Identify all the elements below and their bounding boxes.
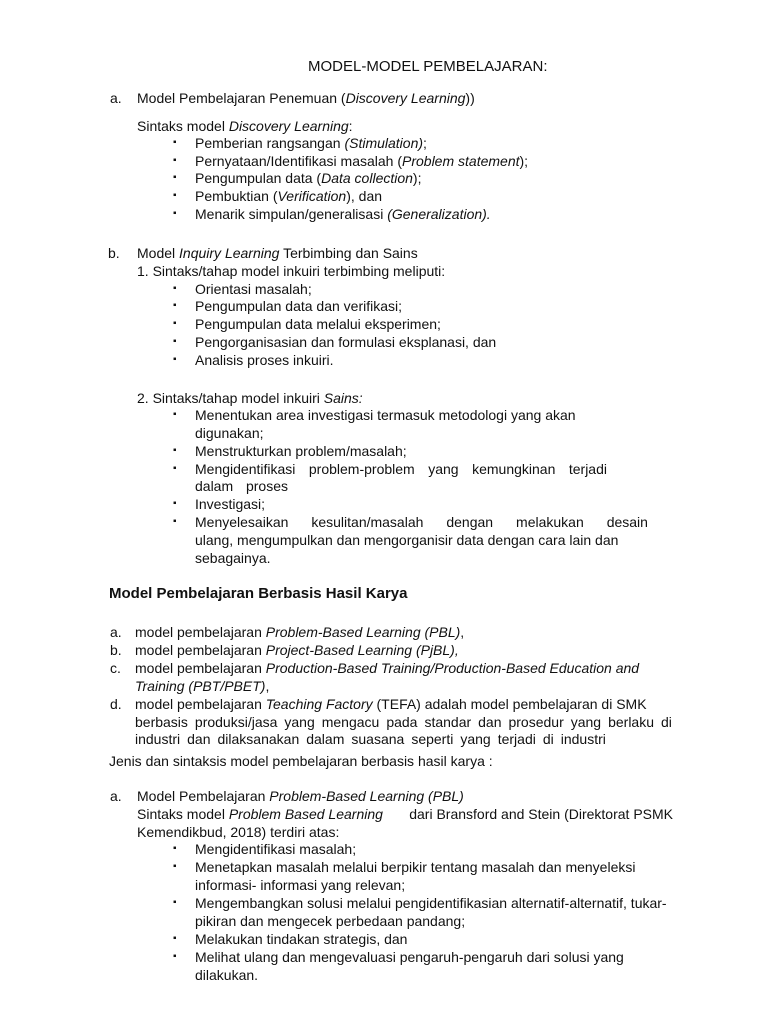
bullet-icon: ▪: [173, 516, 177, 527]
list-item-continuation: informasi- informasi yang relevan;: [195, 877, 406, 893]
list-item: Pemberian rangsangan (Stimulation);: [195, 135, 427, 151]
list-item: Mengembangkan solusi melalui pengidentifikasian alternatif-alternatif, tukar-: [195, 895, 667, 911]
pbl-heading: Model Pembelajaran Problem-Based Learning (PBL): [137, 788, 464, 804]
list-marker: a.: [110, 624, 122, 640]
list-item: model pembelajaran Project-Based Learning (PjBL),: [135, 642, 459, 658]
bullet-icon: ▪: [173, 336, 177, 347]
list-marker-a: a.: [110, 90, 122, 106]
list-item: model pembelajaran Production-Based Training/Production-Based Education and: [135, 660, 640, 676]
list-item: Pengorganisasian dan formulasi eksplanasi, dan: [195, 334, 497, 350]
inquiry-sintaks-2-title: 2. Sintaks/tahap model inkuiri Sains:: [137, 390, 363, 406]
list-item: Pengumpulan data dan verifikasi;: [195, 298, 403, 314]
list-item: Analisis proses inkuiri.: [195, 352, 334, 368]
discovery-sintaks-title: Sintaks model Discovery Learning:: [137, 118, 353, 134]
bullet-icon: ▪: [173, 861, 177, 872]
list-item: Menyelesaikan kesulitan/masalah dengan melakukan desain: [195, 514, 648, 530]
list-marker: c.: [110, 660, 121, 676]
bullet-icon: ▪: [173, 172, 177, 183]
list-item: Melihat ulang dan mengevaluasi pengaruh-pengaruh dari solusi yang: [195, 949, 624, 965]
list-item-continuation: pikiran dan mengecek perbedaan pandang;: [195, 913, 466, 929]
bullet-icon: ▪: [173, 137, 177, 148]
bullet-icon: ▪: [173, 409, 177, 420]
list-item: Menentukan area investigasi termasuk metodologi yang akan: [195, 407, 576, 423]
list-item: model pembelajaran Problem-Based Learning (PBL),: [135, 624, 465, 640]
bullet-icon: ▪: [173, 208, 177, 219]
list-marker-a: a.: [110, 788, 122, 804]
page-title: MODEL-MODEL PEMBELAJARAN:: [308, 58, 548, 75]
inquiry-heading: Model Inquiry Learning Terbimbing dan Sains: [137, 245, 418, 261]
pbl-sintaks-continuation: Kemendikbud, 2018) terdiri atas:: [137, 824, 340, 840]
list-item: Menetapkan masalah melalui berpikir tentang masalah dan menyeleksi: [195, 859, 636, 875]
list-item: Mengidentifikasi masalah;: [195, 841, 357, 857]
bullet-icon: ▪: [173, 300, 177, 311]
section-intro: Jenis dan sintaksis model pembelajaran berbasis hasil karya :: [109, 753, 493, 769]
list-item-continuation: dilakukan.: [195, 967, 259, 983]
list-marker: b.: [110, 642, 122, 658]
list-item: Pengumpulan data (Data collection);: [195, 170, 422, 186]
bullet-icon: ▪: [173, 933, 177, 944]
pbl-sintaks: Sintaks model Problem Based Learning dari Bransford and Stein (Direktorat PSMK: [137, 806, 673, 822]
bullet-icon: ▪: [173, 190, 177, 201]
list-item: Mengidentifikasi problem-problem yang kemungkinan terjadi: [195, 461, 607, 477]
bullet-icon: ▪: [173, 498, 177, 509]
list-item-continuation: dalam proses: [195, 478, 288, 494]
bullet-icon: ▪: [173, 843, 177, 854]
list-item-continuation: ulang, mengumpulkan dan mengorganisir data dengan cara lain dan: [195, 532, 619, 548]
discovery-heading: Model Pembelajaran Penemuan (Discovery Learning)): [137, 90, 475, 106]
list-item: model pembelajaran Teaching Factory (TEFA) adalah model pembelajaran di SMK: [135, 696, 647, 712]
list-item: Pengumpulan data melalui eksperimen;: [195, 316, 441, 332]
bullet-icon: ▪: [173, 155, 177, 166]
list-marker: d.: [110, 696, 122, 712]
bullet-icon: ▪: [173, 463, 177, 474]
list-marker-b: b.: [108, 245, 120, 261]
list-item: Menstrukturkan problem/masalah;: [195, 443, 407, 459]
list-item: Melakukan tindakan strategis, dan: [195, 931, 408, 947]
list-item-continuation: berbasis produksi/jasa yang mengacu pada standar dan prosedur yang berlaku di: [135, 714, 672, 730]
list-item-continuation: Training (PBT/PBET),: [135, 678, 270, 694]
list-item: Orientasi masalah;: [195, 281, 312, 297]
list-item: Pernyataan/Identifikasi masalah (Problem statement);: [195, 153, 529, 169]
bullet-icon: ▪: [173, 354, 177, 365]
bullet-icon: ▪: [173, 951, 177, 962]
bullet-icon: ▪: [173, 897, 177, 908]
bullet-icon: ▪: [173, 283, 177, 294]
list-item: Investigasi;: [195, 496, 266, 512]
bullet-icon: ▪: [173, 445, 177, 456]
section-heading: Model Pembelajaran Berbasis Hasil Karya: [109, 585, 408, 602]
list-item: Menarik simpulan/generalisasi (Generalization).: [195, 206, 491, 222]
bullet-icon: ▪: [173, 318, 177, 329]
inquiry-sintaks-1-title: 1. Sintaks/tahap model inkuiri terbimbing meliputi:: [137, 263, 446, 279]
list-item-continuation: industri dan dilaksanakan dalam suasana seperti yang terjadi di industri: [135, 731, 606, 747]
list-item-continuation: sebagainya.: [195, 550, 271, 566]
list-item-continuation: digunakan;: [195, 425, 264, 441]
list-item: Pembuktian (Verification), dan: [195, 188, 383, 204]
